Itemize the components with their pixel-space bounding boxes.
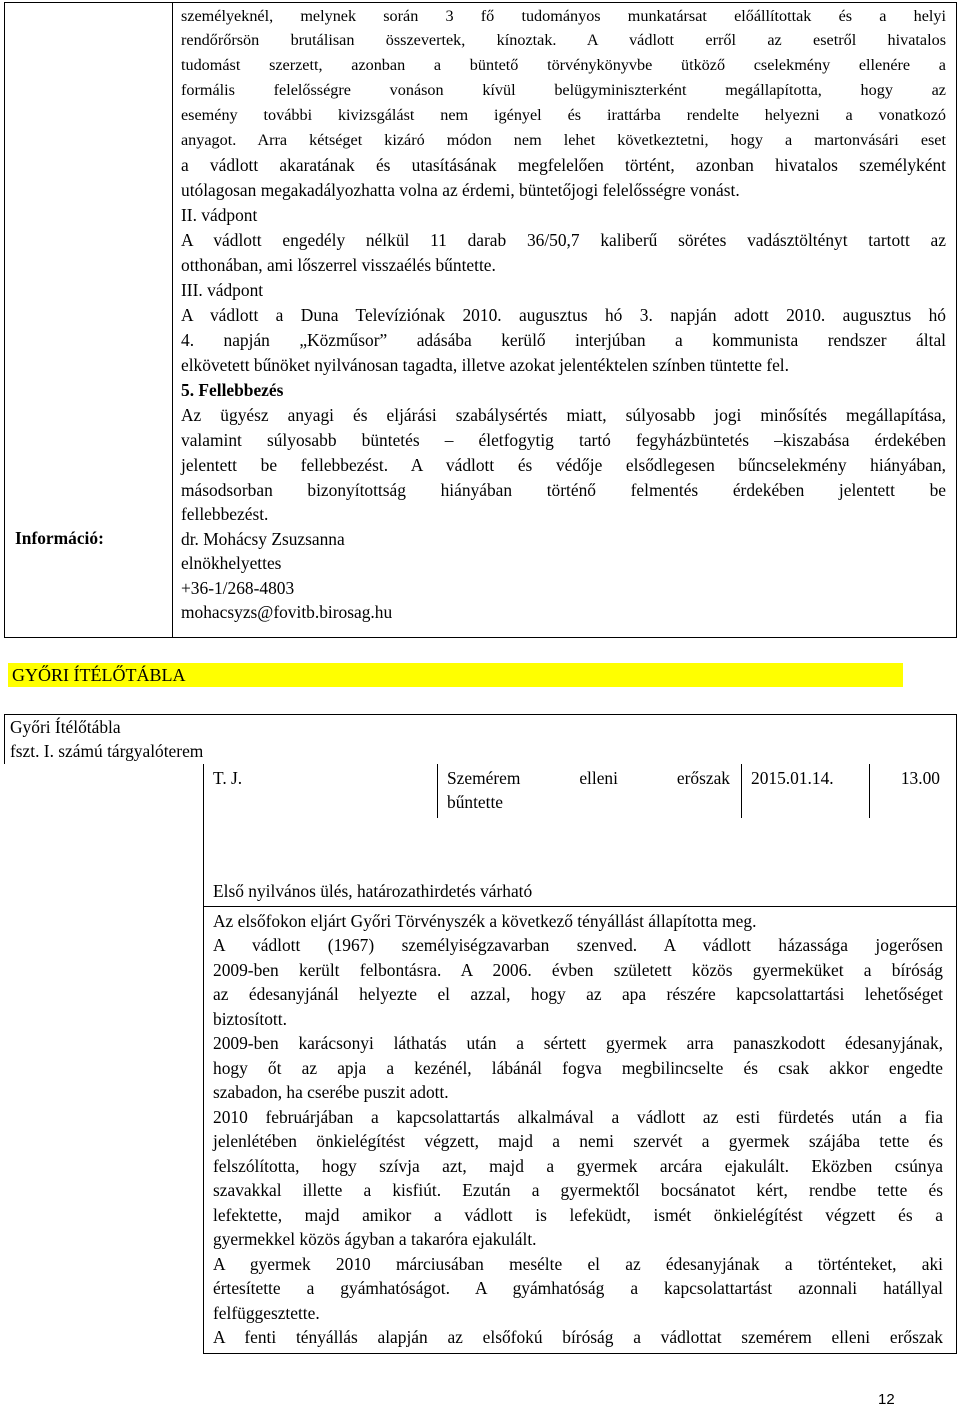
case-description-line: A fenti tényállás alapján az elsőfokú bíróság a vádlottat szemérem elleni erőszak bbox=[213, 1327, 943, 1347]
info-line: A vádlott engedély nélkül 11 darab 36/50,7 kaliberű sörétes vadásztöltényt tartott az bbox=[181, 230, 946, 250]
info-line: másodsorban bizonyítottság hiányában történő felmentés érdekében jelentett be bbox=[181, 480, 946, 500]
info-line: rendőrőrsön brutálisan összevertek, kínoztak. A vádlott erről az esetről hivatalos bbox=[181, 31, 946, 49]
info-line: esemény további kivizsgálást nem igényel és irattárba rendelte helyezni a vonatkozó bbox=[181, 106, 946, 124]
info-line: a vádlott akaratának és utasításának megfelelően történt, azonban hivatalos személyként bbox=[181, 155, 946, 175]
info-line: 4. napján „Közműsor” adásába kerülő interjúban a kommunista rendszer által bbox=[181, 330, 946, 350]
case-description-line: jelenlétében önkielégítést végzett, majd a nemi szervét a gyermek szájába tette és bbox=[213, 1131, 943, 1151]
case-defendant: T. J. bbox=[213, 768, 243, 788]
case-description-line: biztosított. bbox=[213, 1009, 287, 1029]
court-heading: GYŐRI ÍTÉLŐTÁBLA bbox=[8, 663, 903, 687]
venue-court: Győri Ítélőtábla bbox=[10, 717, 121, 737]
case-description-line: lefektette, majd amikor a vádlott is lefeküdt, ismét önkielégítést végzett és a bbox=[213, 1205, 943, 1225]
info-line: Az ügyész anyagi és eljárási szabálysértés miatt, súlyosabb jogi minősítés megállapítása, bbox=[181, 405, 946, 425]
case-description-line: A gyermek 2010 márciusában mesélte el az édesanyjának a történteket, aki bbox=[213, 1254, 943, 1274]
info-line: jelentett be fellebbezést. A vádlott és védője elsődlegesen bűncselekmény hiányában, bbox=[181, 455, 946, 475]
info-line: A vádlott a Duna Televíziónak 2010. augusztus hó 3. napján adott 2010. augusztus hó bbox=[181, 305, 946, 325]
case-description-line: 2009-ben került felbontásra. A 2006. évben született közös gyermeküket a bíróság bbox=[213, 960, 943, 980]
info-line: dr. Mohácsy Zsuzsanna bbox=[181, 529, 345, 549]
case-description-line: Az elsőfokon eljárt Győri Törvényszék a következő tényállást állapította meg. bbox=[213, 911, 757, 931]
venue-room: fszt. I. számú tárgyalóterem bbox=[10, 741, 204, 761]
info-line: +36-1/268-4803 bbox=[181, 578, 295, 598]
case-description-line: hogy őt az apja a kezénél, lábánál fogva megbilincselte és csak akkor engedte bbox=[213, 1058, 943, 1078]
case-description-line: gyermekkel közös ágyban a takaróra ejakulált. bbox=[213, 1229, 537, 1249]
info-line: II. vádpont bbox=[181, 205, 258, 225]
case-charge: Szemérem elleni erőszak bbox=[447, 768, 730, 788]
case-col-divider-3 bbox=[869, 764, 870, 818]
case-description-line: felfüggesztette. bbox=[213, 1303, 320, 1323]
info-label: Információ: bbox=[15, 528, 104, 548]
info-line: személyeknél, melynek során 3 fő tudományos munkatársat előállítottak és a helyi bbox=[181, 7, 946, 25]
info-line: formális felelősségre vonáson kívül belügyminiszterként megállapította, hogy az bbox=[181, 81, 946, 99]
case-charge-cont: bűntette bbox=[447, 792, 504, 812]
case-col-divider-1 bbox=[437, 764, 438, 818]
info-line: 5. Fellebbezés bbox=[181, 380, 284, 400]
info-line: elnökhelyettes bbox=[181, 553, 282, 573]
case-description-line: szavakkal illette a kisfiút. Ezután a gyermektől bocsánatot kért, rendbe tette és bbox=[213, 1180, 943, 1200]
case-description-line: A vádlott (1967) személyiségzavarban szenved. A vádlott házassága jogerősen bbox=[213, 935, 943, 955]
info-line: fellebbezést. bbox=[181, 504, 269, 524]
page-number: 12 bbox=[878, 1391, 895, 1408]
case-description-line: 2010 februárjában a kapcsolattartás alkalmával a vádlott az esti fürdetés után a fia bbox=[213, 1107, 943, 1127]
info-line: otthonában, ami lőszerrel visszaélés bűntette. bbox=[181, 255, 496, 275]
info-line: anyagot. Arra kétséget kizáró módon nem lehet következtetni, hogy a martonvásári eset bbox=[181, 131, 946, 149]
info-line: valamint súlyosabb büntetés – életfogytig tartó fegyházbüntetés –kiszabása érdekében bbox=[181, 430, 946, 450]
info-line: utólagosan megakadályozhatta volna az érdemi, büntetőjogi felelősségre vonást. bbox=[181, 180, 740, 200]
case-frame-right bbox=[956, 764, 957, 1354]
info-line: elkövetett bűnöket nyilvánosan tagadta, illetve azokat jelentéktelen színben tüntette fel. bbox=[181, 355, 789, 375]
case-description-line: az édesanyjánál helyezte el azzal, hogy az apa részére kapcsolattartási lehetőséget bbox=[213, 984, 943, 1004]
info-line: tudomást szerzett, azonban a büntető törvénykönyvbe ütköző cselekmény ellenére a bbox=[181, 56, 946, 74]
info-line: mohacsyzs@fovitb.birosag.hu bbox=[181, 602, 393, 622]
case-description-line: értesítette a gyámhatóságot. A gyámhatóság a kapcsolattartást azonnali hatállyal bbox=[213, 1278, 943, 1298]
hearing-type: Első nyilvános ülés, határozathirdetés várható bbox=[213, 881, 533, 901]
case-date: 2015.01.14. bbox=[751, 768, 834, 788]
case-time: 13.00 bbox=[900, 768, 940, 788]
case-description-line: felszólította, hogy szívja azt, majd a gyermek arcára ejakulált. Eközben csúnya bbox=[213, 1156, 943, 1176]
info-line: III. vádpont bbox=[181, 280, 264, 300]
case-col-divider-2 bbox=[741, 764, 742, 818]
case-frame-bottom bbox=[203, 1353, 957, 1354]
case-frame-left bbox=[203, 764, 204, 1354]
case-desc-top bbox=[203, 906, 957, 907]
case-description-line: szabadon, ha cserébe puszit adott. bbox=[213, 1082, 449, 1102]
info-table-divider bbox=[172, 2, 173, 638]
case-description-line: 2009-ben karácsonyi láthatás után a sértett gyermek arra panaszkodott édesanyjának, bbox=[213, 1033, 943, 1053]
